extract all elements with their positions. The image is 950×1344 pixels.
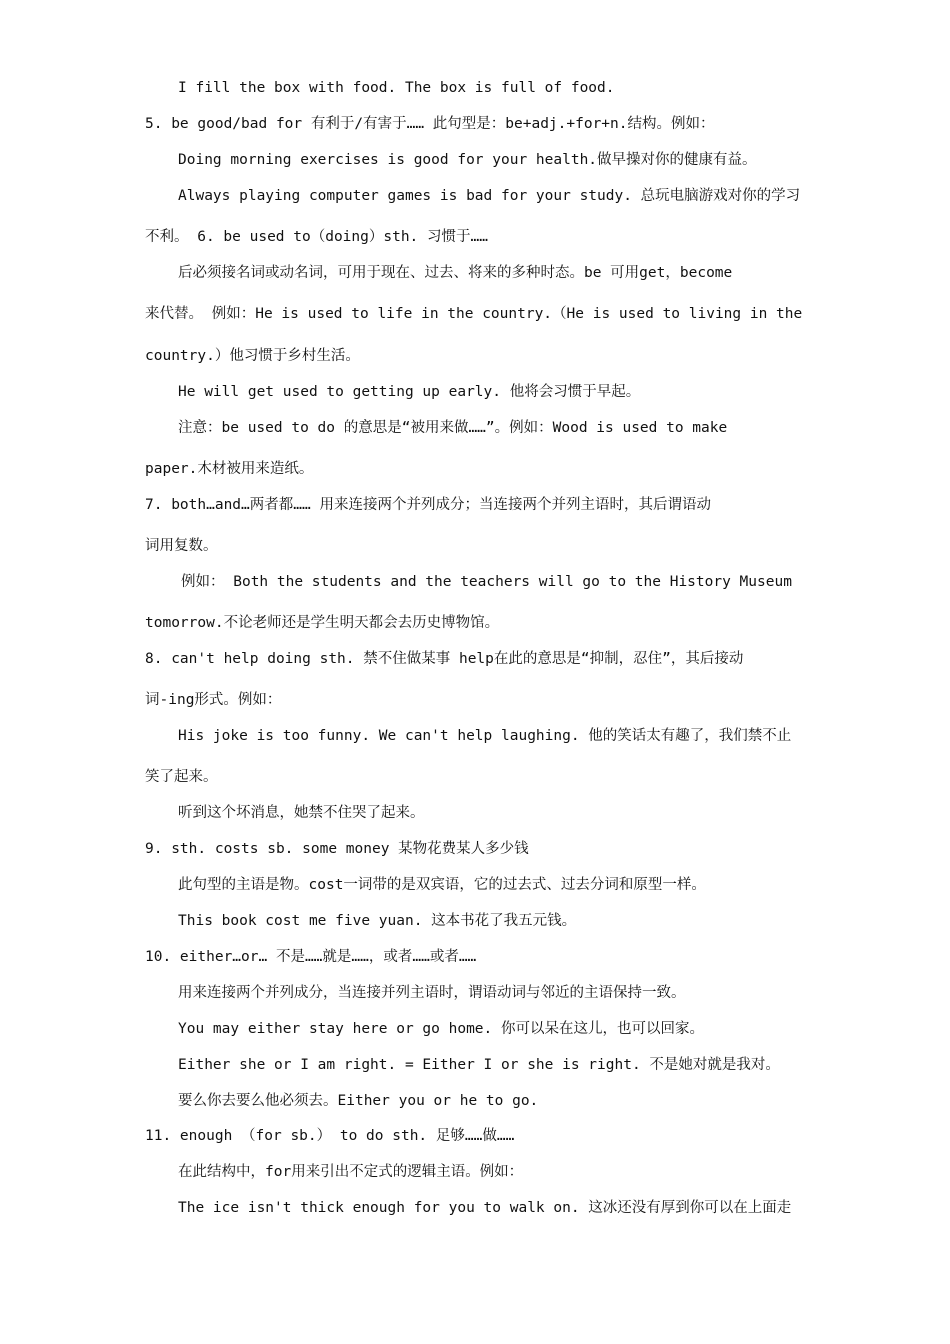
item-5-heading: 5. be good/bad for 有利于/有害于…… 此句型是：be+adj.+for+n.结构。例如： <box>145 116 715 132</box>
item-8-heading: 8. can't help doing sth. 禁不住做某事 help在此的意思是“抑制，忍住”，其后接动 <box>145 651 744 667</box>
text-line: 词用复数。 <box>145 538 218 554</box>
text-line: He will get used to getting up early. 他将会习惯于早起。 <box>178 384 641 400</box>
text-line: tomorrow.不论老师还是学生明天都会去历史博物馆。 <box>145 615 500 631</box>
text-line: country.）他习惯于乡村生活。 <box>145 348 360 364</box>
text-line: 后必须接名词或动名词，可用于现在、过去、将来的多种时态。be 可用get，become <box>178 265 733 281</box>
text-line: This book cost me five yuan. 这本书花了我五元钱。 <box>178 913 577 929</box>
text-line: I fill the box with food. The box is full of food. <box>178 80 615 96</box>
text-line: 在此结构中，for用来引出不定式的逻辑主语。例如： <box>178 1164 524 1180</box>
text-line: paper.木材被用来造纸。 <box>145 461 314 477</box>
text-line: 笑了起来。 <box>145 769 218 785</box>
text-line: 此句型的主语是物。cost一词带的是双宾语，它的过去式、过去分词和原型一样。 <box>178 877 706 893</box>
text-line: 例如： Both the students and the teachers will go to the History Museum <box>181 574 792 590</box>
item-11-heading: 11. enough （for sb.） to do sth. 足够……做…… <box>145 1128 515 1144</box>
text-line: His joke is too funny. We can't help laughing. 他的笑话太有趣了，我们禁不止 <box>178 728 792 744</box>
text-line: The ice isn't thick enough for you to walk on. 这冰还没有厚到你可以在上面走 <box>178 1200 792 1216</box>
text-line: 听到这个坏消息，她禁不住哭了起来。 <box>178 805 425 821</box>
item-10-heading: 10. either…or… 不是……就是……，或者……或者…… <box>145 949 477 965</box>
text-line: Doing morning exercises is good for your health.做早操对你的健康有益。 <box>178 152 757 168</box>
text-line: You may either stay here or go home. 你可以呆在这儿，也可以回家。 <box>178 1021 704 1037</box>
item-6-heading: 不利。 6. be used to（doing）sth. 习惯于…… <box>145 229 488 245</box>
text-line: Either she or I am right. = Either I or she is right. 不是她对就是我对。 <box>178 1057 780 1073</box>
text-line: Always playing computer games is bad for your study. 总玩电脑游戏对你的学习 <box>178 188 801 204</box>
text-line: 来代替。 例如：He is used to life in the country.（He is used to living in the <box>145 306 803 322</box>
text-line: 要么你去要么他必须去。Either you or he to go. <box>178 1093 539 1109</box>
item-9-heading: 9. sth. costs sb. some money 某物花费某人多少钱 <box>145 841 529 857</box>
text-line: 用来连接两个并列成分，当连接并列主语时，谓语动词与邻近的主语保持一致。 <box>178 985 686 1001</box>
item-7-heading: 7. both…and…两者都…… 用来连接两个并列成分；当连接两个并列主语时，其后谓语动 <box>145 497 711 513</box>
text-line: 词-ing形式。例如： <box>145 692 282 708</box>
note-line: 注意：be used to do 的意思是“被用来做……”。例如：Wood is used to make <box>178 420 728 436</box>
